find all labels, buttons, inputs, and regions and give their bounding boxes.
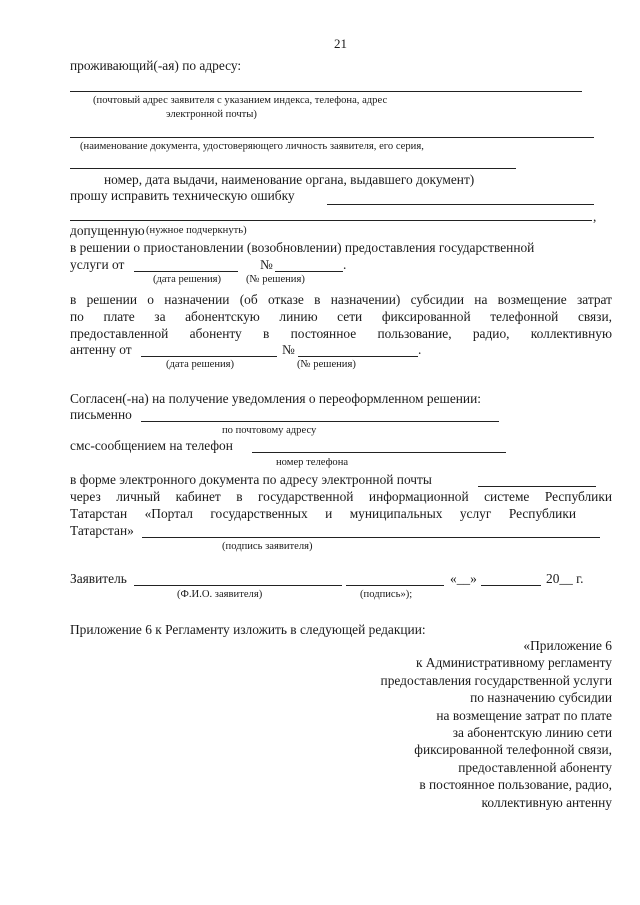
- comma: ,: [593, 209, 597, 224]
- consent-email-label: в форме электронного документа по адресу электронной почты: [70, 472, 432, 487]
- appendix-heading-line: к Административному регламенту: [415, 655, 612, 671]
- decision-number-hint: (№ решения): [246, 274, 305, 285]
- decision-subsidy-line: по плате за абонентскую линию сети фиксированной телефонной связи,: [70, 309, 612, 324]
- decision-subsidy-line: в решении о назначении (об отказе в назначении) субсидии на возмещение затрат: [70, 292, 612, 307]
- appendix-heading-block: [381, 637, 612, 811]
- id-document-hint: номер, дата выдачи, наименование органа, выдавшего документ): [104, 172, 475, 187]
- decision-number-sign: №: [260, 257, 273, 272]
- decision-date-field-line: [141, 356, 277, 357]
- error-field-line: [327, 204, 594, 205]
- appendix-heading-line: по назначению субсидии: [470, 690, 612, 706]
- email-field-line: [478, 486, 596, 487]
- decision-number-field-line: [298, 356, 418, 357]
- page-number: 21: [334, 36, 347, 51]
- phone-field-line: [252, 452, 506, 453]
- applicant-sign-field-line: [346, 585, 444, 586]
- mail-hint: по почтовому адресу: [222, 425, 317, 436]
- id-document-hint: (наименование документа, удостоверяющего личность заявителя, его серия,: [80, 141, 424, 152]
- appendix-heading-line: в постоянное пользование, радио,: [419, 777, 612, 793]
- decision-end-dot: .: [343, 257, 347, 272]
- decision-subsidy-prefix: антенну от: [70, 342, 132, 357]
- appendix-heading-line: фиксированной телефонной связи,: [414, 742, 612, 758]
- appendix-heading-line: за абонентскую линию сети: [452, 725, 612, 741]
- date-day: «__»: [450, 571, 477, 586]
- decision-date-hint: (дата решения): [153, 274, 222, 285]
- decision-subsidy-line: предоставленной абоненту в постоянное пользование, радио, коллективную: [70, 326, 612, 341]
- consent-cabinet-line: через личный кабинет в государственной информационной системе Республики: [70, 489, 612, 504]
- appendix-heading-line: предоставления государственной услуги: [380, 672, 612, 688]
- signature-hint: (подпись заявителя): [222, 541, 313, 552]
- signature-field-line: [142, 537, 600, 538]
- consent-cabinet-line: Татарстан «Портал государственных и муниципальных услуг Республики: [70, 506, 576, 521]
- appendix-heading-line: предоставленной абоненту: [458, 759, 612, 775]
- decision-suspension-line: в решении о приостановлении (возобновлении) предоставления государственной: [70, 240, 535, 255]
- decision-end-dot: .: [418, 342, 422, 357]
- error-field-line: [70, 220, 592, 221]
- decision-date-hint: (дата решения): [166, 359, 235, 370]
- appendix-heading-line: «Приложение 6: [523, 638, 612, 653]
- consent-sms-label: смс-сообщением на телефон: [70, 438, 233, 453]
- address-hint: электронной почты): [166, 109, 257, 120]
- decision-number-field-line: [275, 271, 343, 272]
- decision-number-sign: №: [282, 342, 295, 357]
- appendix-heading-line: коллективную антенну: [481, 794, 612, 810]
- consent-mail-label: письменно: [70, 407, 132, 422]
- decision-suspension-prefix: услуги от: [70, 257, 125, 272]
- phone-hint: номер телефона: [276, 457, 349, 468]
- mail-field-line: [141, 421, 499, 422]
- allowed-hint: (нужное подчеркнуть): [146, 225, 247, 236]
- appendix-intro: Приложение 6 к Регламенту изложить в следующей редакции:: [70, 622, 426, 637]
- id-document-field-line: [70, 168, 516, 169]
- appendix-heading-line: на возмещение затрат по плате: [436, 707, 612, 723]
- date-month-field-line: [481, 585, 541, 586]
- decision-date-field-line: [134, 271, 238, 272]
- allowed-label: допущенную: [70, 223, 145, 238]
- applicant-label: Заявитель: [70, 571, 127, 586]
- consent-cabinet-line: Татарстан»: [70, 523, 134, 538]
- consent-heading: Согласен(-на) на получение уведомления о переоформленном решении:: [70, 391, 481, 406]
- fix-request: прошу исправить техническую ошибку: [70, 188, 295, 203]
- applicant-name-field-line: [134, 585, 342, 586]
- applicant-name-hint: (Ф.И.О. заявителя): [177, 589, 263, 600]
- address-hint: (почтовый адрес заявителя с указанием индекса, телефона, адрес: [93, 95, 388, 106]
- address-label: проживающий(-ая) по адресу:: [70, 58, 242, 73]
- decision-number-hint: (№ решения): [297, 359, 356, 370]
- applicant-sign-hint: (подпись»);: [360, 589, 413, 600]
- address-field-line: [70, 91, 582, 92]
- id-document-field-line: [70, 137, 594, 138]
- date-year: 20__ г.: [546, 571, 584, 586]
